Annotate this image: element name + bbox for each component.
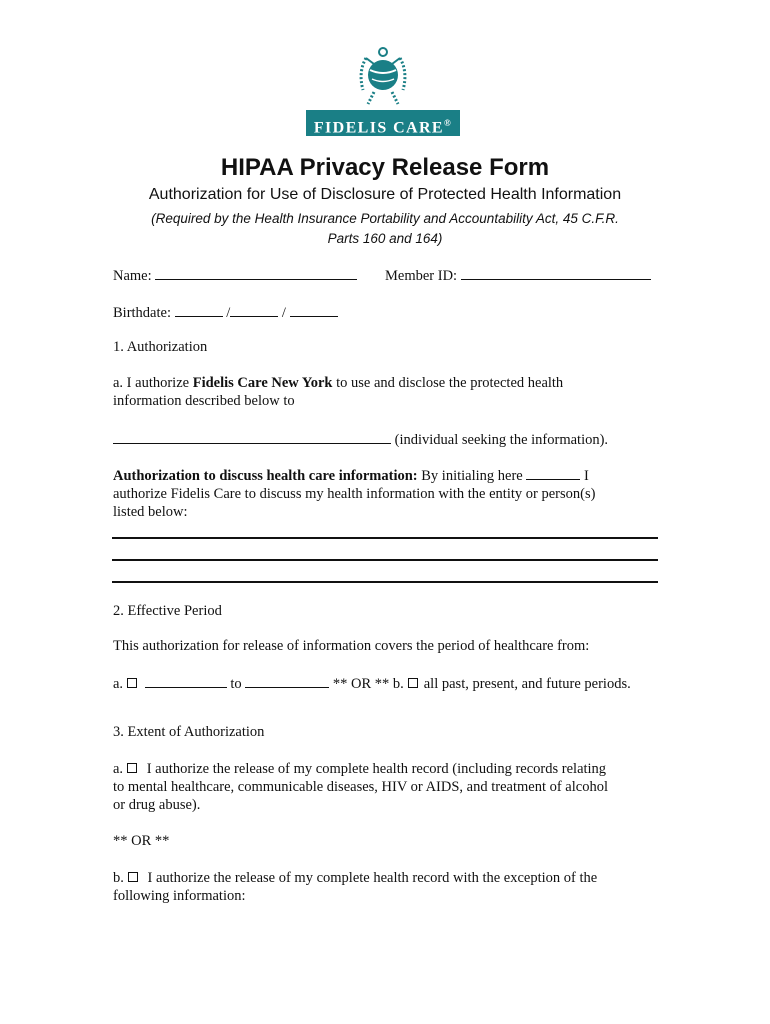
- member-id-row: [385, 265, 651, 285]
- section-3-heading: 3. Extent of Authorization: [113, 724, 265, 740]
- birthdate-day-input[interactable]: [230, 302, 278, 317]
- birthdate-label: Birthdate:: [113, 305, 171, 321]
- legal-note-line-1: (Required by the Health Insurance Portability and Accountability Act, 45 C.F.R.: [151, 211, 619, 226]
- page-subtitle: Authorization for Use of Disclosure of Protected Health Information: [148, 186, 622, 203]
- extent-a-label: a.: [113, 761, 124, 777]
- extent-a-line-3: or drug abuse).: [113, 797, 201, 813]
- name-input[interactable]: [155, 265, 357, 280]
- extent-b-line-1: I authorize the release of my complete health record with the exception of the: [147, 870, 598, 886]
- name-row: [113, 265, 357, 285]
- effective-period-row: [113, 673, 631, 693]
- period-a-label: a.: [113, 676, 124, 692]
- extent-a: [113, 760, 673, 814]
- extent-a-line-2: to mental healthcare, communicable diseases, HIV or AIDS, and treatment of alcohol: [113, 779, 608, 795]
- section-1a-entity: Fidelis Care New York: [192, 375, 333, 391]
- member-id-input[interactable]: [461, 265, 651, 280]
- birthdate-month-input[interactable]: [175, 302, 223, 317]
- period-b-checkbox[interactable]: [408, 678, 418, 688]
- birthdate-year-input[interactable]: [290, 302, 338, 317]
- extent-a-line-1: I authorize the release of my complete health record (including records relating: [146, 761, 607, 777]
- discuss-line-2: authorize Fidelis Care to discuss my health information with the entity or person(s): [113, 486, 596, 502]
- recipient-line-1[interactable]: [112, 537, 658, 539]
- recipient-line-2[interactable]: [112, 559, 658, 561]
- extent-a-checkbox[interactable]: [127, 763, 137, 773]
- period-or-label: ** OR ** b.: [332, 676, 404, 692]
- globe-figure-icon: [354, 46, 412, 108]
- section-1a-rest: to use and disclose the protected health: [332, 375, 564, 391]
- period-to-input[interactable]: [245, 673, 329, 688]
- discuss-i: I: [584, 468, 589, 484]
- member-id-label: Member ID:: [385, 268, 458, 284]
- name-label: Name:: [113, 268, 152, 284]
- individual-input[interactable]: [113, 429, 391, 444]
- legal-note-line-2: Parts 160 and 164): [327, 231, 443, 246]
- period-to-label: to: [230, 676, 242, 692]
- birthdate-slash-1: /: [226, 305, 231, 321]
- section-1a-prefix: a. I authorize: [113, 375, 193, 391]
- extent-b-line-2: following information:: [113, 888, 246, 904]
- individual-row: [113, 429, 608, 449]
- discuss-rest: By initialing here: [417, 468, 523, 484]
- section-2-heading: 2. Effective Period: [113, 603, 222, 619]
- section-1a-text: [113, 374, 673, 410]
- period-b-text: all past, present, and future periods.: [423, 676, 631, 692]
- period-a-checkbox[interactable]: [127, 678, 137, 688]
- birthdate-slash-2: /: [281, 305, 286, 321]
- discuss-bold: Authorization to discuss health care information:: [113, 468, 418, 484]
- period-from-input[interactable]: [145, 673, 227, 688]
- initials-input[interactable]: [526, 465, 580, 480]
- section-1a-line-2: information described below to: [113, 393, 295, 409]
- fidelis-care-logo: [306, 46, 460, 138]
- section-1-heading: 1. Authorization: [113, 339, 208, 355]
- discuss-line-3: listed below:: [113, 504, 188, 520]
- recipient-line-3[interactable]: [112, 581, 658, 583]
- birthdate-row: [113, 302, 338, 322]
- discuss-authorization: [113, 465, 673, 521]
- legal-note: [140, 209, 630, 249]
- logo-wordmark: FIDELIS CARE®: [306, 110, 460, 136]
- extent-or: ** OR **: [113, 833, 170, 849]
- section-2-intro: This authorization for release of information covers the period of healthcare from:: [113, 638, 590, 654]
- extent-b-checkbox[interactable]: [128, 872, 138, 882]
- extent-b-label: b.: [113, 870, 124, 886]
- page-title: HIPAA Privacy Release Form: [220, 154, 550, 181]
- extent-b: [113, 869, 673, 905]
- individual-suffix: (individual seeking the information).: [394, 432, 609, 448]
